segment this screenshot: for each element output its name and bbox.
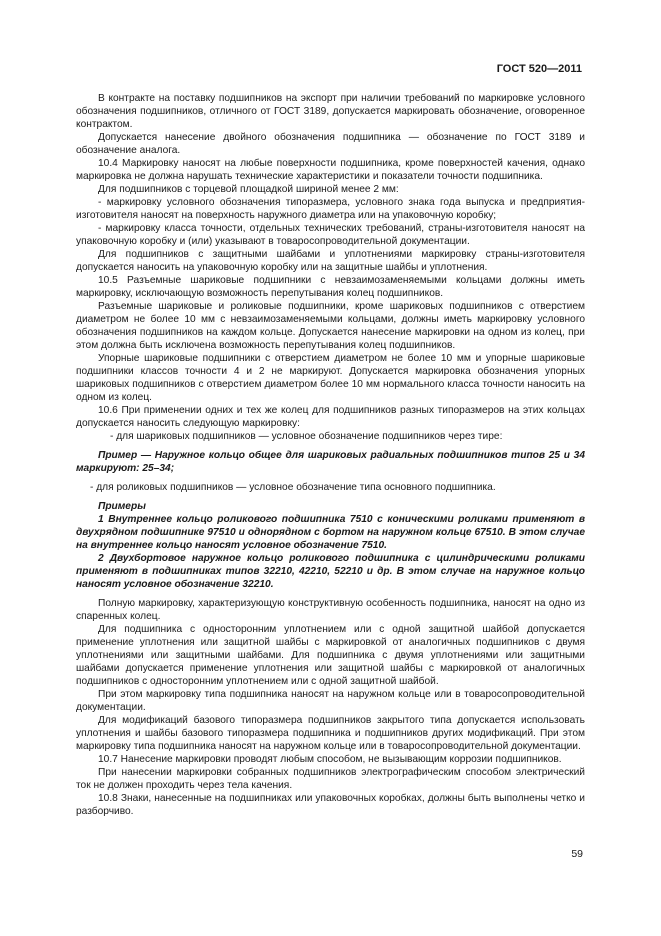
paragraph: Разъемные шариковые и роликовые подшипники, кроме шариковых подшипников с отверстием диаметром не более 10 мм с невзаимозаменяемыми кольцами, должны иметь маркировку условного обозначения подшипников на каждом кольце. Допускается нанесение маркировки на одном из колец, при этом должна быть исключена возможность перепутывания колец подшипников. xyxy=(76,301,585,351)
paragraph: При этом маркировку типа подшипника наносят на наружном кольце или в товаросопроводительной документации. xyxy=(76,689,585,713)
paragraph: В контракте на поставку подшипников на экспорт при наличии требований по маркировке условного обозначения подшипников, отличного от ГОСТ 3189, допускается маркировать обозначение, оговоренное контрактом. xyxy=(76,93,585,130)
document-id-header: ГОСТ 520—2011 xyxy=(496,63,582,75)
paragraph: Для подшипников с торцевой площадкой шириной менее 2 мм: xyxy=(98,184,399,195)
paragraph: Для подшипников с защитными шайбами и уплотнениями маркировку страны-изготовителя допускается наносить на упаковочную коробку или на защитные шайбы и уплотнения. xyxy=(76,249,585,273)
paragraph: 10.7 Нанесение маркировки проводят любым способом, не вызывающим коррозии подшипников. xyxy=(98,754,562,765)
paragraph: Для модификаций базового типоразмера подшипников закрытого типа допускается использовать уплотнения и шайбы базового типоразмера подшипника и подшипников других модификаций. При этом маркировку типа подшипника наносят на наружном кольце или в товаросопроводительной документации. xyxy=(76,715,585,752)
paragraph: Для подшипника с односторонним уплотнением или с одной защитной шайбой допускается применение уплотнения или защитной шайбы с маркировкой от аналогичных подшипников с двумя уплотнениями или защитными шайбами. Для подшипника с двумя уплотнениями или защитными шайбами допускается применение уплотнения или защитной шайбы с маркировкой от аналогичных подшипников с односторонним уплотнением или с одной защитной шайбой. xyxy=(76,624,585,687)
list-item: - для шариковых подшипников — условное обозначение подшипников через тире: xyxy=(110,431,503,442)
example-text: 1 Внутреннее кольцо роликового подшипника 7510 с коническими роликами применяют в двухрядном подшипнике 97510 и однорядном с бортом на наружном кольце 67510. В этом случае на внутреннее кольцо наносят условное обозначение 7510. xyxy=(76,514,585,551)
example-text: 2 Двухбортовое наружное кольцо роликового подшипника с цилиндрическими роликами применяют в подшипниках типов 32210, 42210, 52210 и др. В этом случае на наружное кольцо наносят условное обозначение 32210. xyxy=(76,553,585,590)
example-text: Пример — Наружное кольцо общее для шариковых радиальных подшипников типов 25 и 34 маркируют: 25–34; xyxy=(76,450,585,474)
paragraph: Упорные шариковые подшипники с отверстием диаметром не более 10 мм и упорные шариковые подшипники классов точности 4 и 2 не маркируют. Допускается маркировка обозначения упорных шариковых подшипников с отверстием диаметром более 10 мм нормального класса точности наносить на одном из колец. xyxy=(76,353,585,403)
list-item: - маркировку класса точности, отдельных технических требований, страны-изготовителя наносят на упаковочную коробку и (или) указывают в товаросопроводительной документации. xyxy=(76,223,585,247)
example-block xyxy=(76,449,585,475)
paragraph: Полную маркировку, характеризующую конструктивную особенность подшипника, наносят на одно из спаренных колец. xyxy=(76,598,585,622)
examples-block xyxy=(76,500,585,591)
paragraph: 10.8 Знаки, нанесенные на подшипниках или упаковочных коробках, должны быть выполнены четко и разборчиво. xyxy=(76,793,585,817)
list-item: - для роликовых подшипников — условное обозначение типа основного подшипника. xyxy=(90,482,496,493)
paragraph: 10.5 Разъемные шариковые подшипники с невзаимозаменяемыми кольцами должны иметь маркировку, исключающую возможность перепутывания колец подшипников. xyxy=(76,275,585,299)
list-item: - маркировку условного обозначения типоразмера, условного знака года выпуска и предприятия-изготовителя наносят на поверхность наружного диаметра или на упаковочную коробку; xyxy=(76,197,585,221)
body-text xyxy=(76,92,585,818)
paragraph: 10.4 Маркировку наносят на любые поверхности подшипника, кроме поверхностей качения, однако маркировка не должна нарушать технические характеристики и показатели точности подшипника. xyxy=(76,158,585,182)
page-number: 59 xyxy=(571,848,583,860)
paragraph: При нанесении маркировки собранных подшипников электрографическим способом электрический ток не должен проходить через тела качения. xyxy=(76,767,585,791)
examples-heading: Примеры xyxy=(98,501,146,512)
paragraph: Допускается нанесение двойного обозначения подшипника — обозначение по ГОСТ 3189 и обозначение аналога. xyxy=(76,132,585,156)
paragraph: 10.6 При применении одних и тех же колец для подшипников разных типоразмеров на этих кольцах допускается наносить следующую маркировку: xyxy=(76,405,585,429)
